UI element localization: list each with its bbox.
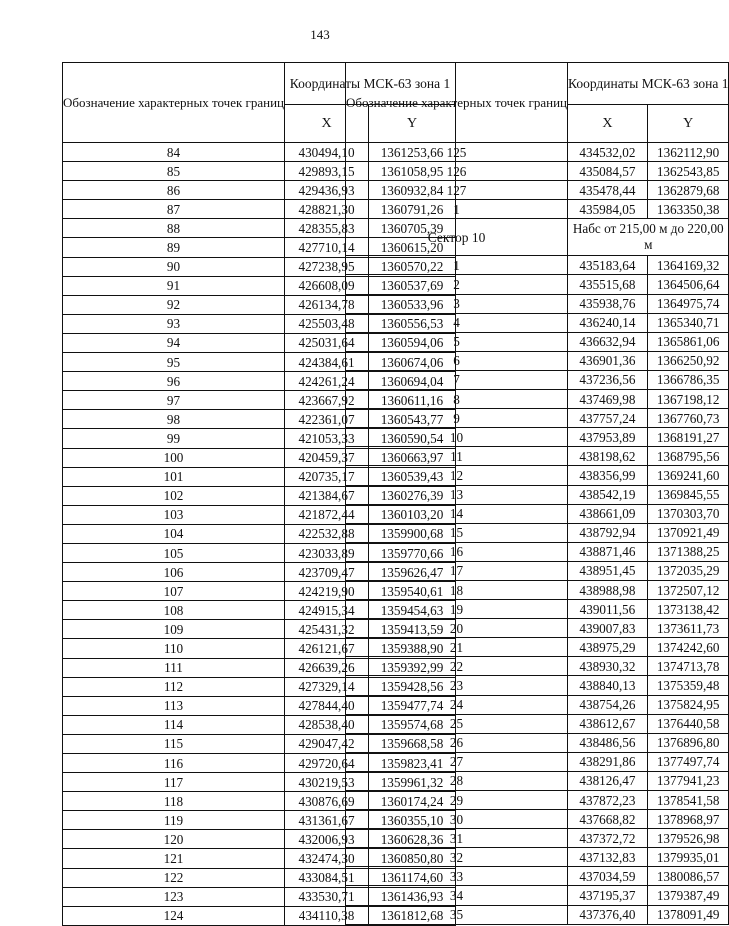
x-coordinate-cell: 421872,44	[285, 505, 369, 524]
point-id-cell: 17	[346, 561, 568, 580]
point-id-cell: 118	[63, 792, 285, 811]
point-id-cell: 2	[346, 275, 568, 294]
point-id-cell: 88	[63, 219, 285, 238]
y-coordinate-cell: 1360611,16	[369, 391, 456, 410]
point-id-cell: 99	[63, 429, 285, 448]
table-row	[346, 848, 729, 867]
y-coordinate-cell: 1360556,53	[369, 314, 456, 333]
table-row	[346, 428, 729, 447]
x-coordinate-cell: 426121,67	[285, 639, 369, 658]
y-coordinate-cell: 1359413,59	[369, 620, 456, 639]
right-table-body-bottom	[346, 256, 729, 924]
point-id-cell: 93	[63, 314, 285, 333]
y-coordinate-cell: 1374242,60	[647, 638, 729, 657]
point-id-cell: 102	[63, 486, 285, 505]
y-coordinate-cell: 1360705,39	[369, 219, 456, 238]
x-coordinate-cell: 435084,57	[568, 162, 648, 181]
table-row	[346, 332, 729, 351]
x-coordinate-cell: 437872,23	[568, 791, 648, 810]
table-row	[346, 351, 729, 370]
y-coordinate-cell: 1366786,35	[647, 370, 729, 389]
x-header: X	[568, 105, 648, 143]
x-coordinate-cell: 426134,78	[285, 295, 369, 314]
point-id-cell: 11	[346, 447, 568, 466]
point-id-cell: 91	[63, 276, 285, 295]
x-coordinate-cell: 435984,05	[568, 200, 648, 219]
y-coordinate-cell: 1374713,78	[647, 657, 729, 676]
y-coordinate-cell: 1360543,77	[369, 410, 456, 429]
y-coordinate-cell: 1359668,58	[369, 734, 456, 753]
point-id-cell: 27	[346, 752, 568, 771]
x-coordinate-cell: 438542,19	[568, 485, 648, 504]
point-id-cell: 123	[63, 887, 285, 906]
x-coordinate-cell: 437236,56	[568, 370, 648, 389]
x-coordinate-cell: 425503,48	[285, 314, 369, 333]
x-coordinate-cell: 434110,38	[285, 906, 369, 925]
point-id-cell: 35	[346, 905, 568, 924]
table-row	[346, 162, 729, 181]
x-coordinate-cell: 428355,83	[285, 219, 369, 238]
table-row	[346, 143, 729, 162]
x-coordinate-cell: 426608,09	[285, 276, 369, 295]
point-id-cell: 87	[63, 200, 285, 219]
table-row	[346, 810, 729, 829]
point-id-cell: 8	[346, 390, 568, 409]
y-coordinate-cell: 1364506,64	[647, 275, 729, 294]
point-id-cell: 14	[346, 504, 568, 523]
y-coordinate-cell: 1361174,60	[369, 868, 456, 887]
y-coordinate-cell: 1373611,73	[647, 619, 729, 638]
point-id-cell: 16	[346, 542, 568, 561]
y-coordinate-cell: 1362112,90	[647, 143, 729, 162]
table-row	[346, 695, 729, 714]
point-id-cell: 115	[63, 734, 285, 753]
y-coordinate-cell: 1364169,32	[647, 256, 729, 275]
point-id-cell: 26	[346, 733, 568, 752]
x-coordinate-cell: 436901,36	[568, 351, 648, 370]
x-coordinate-cell: 437953,89	[568, 428, 648, 447]
y-coordinate-cell: 1373138,42	[647, 600, 729, 619]
point-id-cell: 120	[63, 830, 285, 849]
table-row	[346, 638, 729, 657]
x-coordinate-cell: 438198,62	[568, 447, 648, 466]
point-id-cell: 96	[63, 372, 285, 391]
x-coordinate-cell: 437376,40	[568, 905, 648, 924]
y-coordinate-cell: 1375359,48	[647, 676, 729, 695]
x-coordinate-cell: 438930,32	[568, 657, 648, 676]
designation-header: Обозначение характерных точек границ	[63, 63, 285, 143]
point-id-cell: 22	[346, 657, 568, 676]
y-coordinate-cell: 1375824,95	[647, 695, 729, 714]
y-coordinate-cell: 1376440,58	[647, 714, 729, 733]
y-coordinate-cell: 1360694,04	[369, 372, 456, 391]
point-id-cell: 97	[63, 391, 285, 410]
table-row	[346, 200, 729, 219]
y-coordinate-cell: 1360533,96	[369, 295, 456, 314]
x-coordinate-cell: 430494,10	[285, 143, 369, 162]
point-id-cell: 124	[63, 906, 285, 925]
y-coordinate-cell: 1362543,85	[647, 162, 729, 181]
y-coordinate-cell: 1378968,97	[647, 810, 729, 829]
point-id-cell: 3	[346, 294, 568, 313]
point-id-cell: 1	[346, 256, 568, 275]
table-row	[346, 294, 729, 313]
y-coordinate-cell: 1359626,47	[369, 563, 456, 582]
y-coordinate-cell: 1360537,69	[369, 276, 456, 295]
x-coordinate-cell: 429720,64	[285, 754, 369, 773]
x-coordinate-cell: 424384,61	[285, 353, 369, 372]
y-coordinate-cell: 1361253,66	[369, 143, 456, 162]
point-id-cell: 104	[63, 524, 285, 543]
y-coordinate-cell: 1368191,27	[647, 428, 729, 447]
point-id-cell: 84	[63, 143, 285, 162]
x-coordinate-cell: 438661,09	[568, 504, 648, 523]
x-coordinate-cell: 439011,56	[568, 600, 648, 619]
y-coordinate-cell: 1360932,84	[369, 181, 456, 200]
y-coordinate-cell: 1372507,12	[647, 580, 729, 599]
point-id-cell: 15	[346, 523, 568, 542]
x-coordinate-cell: 438356,99	[568, 466, 648, 485]
point-id-cell: 86	[63, 181, 285, 200]
y-coordinate-cell: 1367198,12	[647, 390, 729, 409]
point-id-cell: 20	[346, 619, 568, 638]
point-id-cell: 10	[346, 428, 568, 447]
x-coordinate-cell: 425031,64	[285, 333, 369, 352]
point-id-cell: 31	[346, 829, 568, 848]
x-coordinate-cell: 429893,15	[285, 162, 369, 181]
y-coordinate-cell: 1377497,74	[647, 752, 729, 771]
y-header: Y	[369, 105, 456, 143]
x-coordinate-cell: 422361,07	[285, 410, 369, 429]
table-row	[346, 466, 729, 485]
x-coordinate-cell: 420735,17	[285, 467, 369, 486]
right-table-body-top	[346, 143, 729, 219]
x-coordinate-cell: 424915,34	[285, 601, 369, 620]
point-id-cell: 111	[63, 658, 285, 677]
y-coordinate-cell: 1361058,95	[369, 162, 456, 181]
table-row	[346, 313, 729, 332]
x-coordinate-cell: 438951,45	[568, 561, 648, 580]
x-coordinate-cell: 430219,53	[285, 773, 369, 792]
point-id-cell: 4	[346, 313, 568, 332]
point-id-cell: 122	[63, 868, 285, 887]
sector-row	[346, 219, 729, 256]
x-coordinate-cell: 435938,76	[568, 294, 648, 313]
y-coordinate-cell: 1360594,06	[369, 333, 456, 352]
table-row	[346, 829, 729, 848]
table-row	[346, 791, 729, 810]
x-coordinate-cell: 421053,33	[285, 429, 369, 448]
table-row	[346, 504, 729, 523]
point-id-cell: 107	[63, 582, 285, 601]
x-coordinate-cell: 437469,98	[568, 390, 648, 409]
x-coordinate-cell: 437034,59	[568, 867, 648, 886]
table-row	[346, 256, 729, 275]
point-id-cell: 121	[63, 849, 285, 868]
x-coordinate-cell: 433530,71	[285, 887, 369, 906]
x-coordinate-cell: 438792,94	[568, 523, 648, 542]
sector-note: Набс от 215,00 м до 220,00 м	[568, 219, 729, 256]
coordinates-table-right	[345, 62, 729, 925]
y-coordinate-cell: 1359428,56	[369, 677, 456, 696]
x-coordinate-cell: 433084,51	[285, 868, 369, 887]
y-coordinate-cell: 1377941,23	[647, 771, 729, 790]
x-coordinate-cell: 421384,67	[285, 486, 369, 505]
table-row	[346, 485, 729, 504]
x-coordinate-cell: 437668,82	[568, 810, 648, 829]
x-coordinate-cell: 429047,42	[285, 734, 369, 753]
point-id-cell: 103	[63, 505, 285, 524]
point-id-cell: 25	[346, 714, 568, 733]
y-coordinate-cell: 1362879,68	[647, 181, 729, 200]
y-coordinate-cell: 1364975,74	[647, 294, 729, 313]
x-coordinate-cell: 424261,24	[285, 372, 369, 391]
y-header: Y	[647, 105, 729, 143]
y-coordinate-cell: 1360103,20	[369, 505, 456, 524]
page-number: 143	[310, 27, 330, 42]
x-coordinate-cell: 422532,88	[285, 524, 369, 543]
y-coordinate-cell: 1372035,29	[647, 561, 729, 580]
y-coordinate-cell: 1360590,54	[369, 429, 456, 448]
y-coordinate-cell: 1359770,66	[369, 543, 456, 562]
x-coordinate-cell: 436632,94	[568, 332, 648, 351]
table-row	[346, 275, 729, 294]
table-row	[346, 676, 729, 695]
x-coordinate-cell: 438291,86	[568, 752, 648, 771]
y-coordinate-cell: 1379526,98	[647, 829, 729, 848]
point-id-cell: 95	[63, 353, 285, 372]
point-id-cell: 112	[63, 677, 285, 696]
y-coordinate-cell: 1365340,71	[647, 313, 729, 332]
point-id-cell: 98	[63, 410, 285, 429]
y-coordinate-cell: 1371388,25	[647, 542, 729, 561]
y-coordinate-cell: 1363350,38	[647, 200, 729, 219]
table-row	[346, 600, 729, 619]
point-id-cell: 105	[63, 543, 285, 562]
x-coordinate-cell: 423033,89	[285, 543, 369, 562]
point-id-cell: 23	[346, 676, 568, 695]
y-coordinate-cell: 1379387,49	[647, 886, 729, 905]
y-coordinate-cell: 1360850,80	[369, 849, 456, 868]
point-id-cell: 18	[346, 580, 568, 599]
table-row	[346, 619, 729, 638]
point-id-cell: 89	[63, 238, 285, 257]
y-coordinate-cell: 1379935,01	[647, 848, 729, 867]
designation-header: Обозначение характерных точек границ	[346, 63, 568, 143]
y-coordinate-cell: 1359392,99	[369, 658, 456, 677]
sector-label: Сектор 10	[346, 219, 568, 256]
y-coordinate-cell: 1370921,49	[647, 523, 729, 542]
x-coordinate-cell: 437757,24	[568, 409, 648, 428]
table-row	[346, 905, 729, 924]
x-coordinate-cell: 438754,26	[568, 695, 648, 714]
x-coordinate-cell: 438612,67	[568, 714, 648, 733]
point-id-cell: 119	[63, 811, 285, 830]
x-header: X	[285, 105, 369, 143]
y-coordinate-cell: 1359900,68	[369, 524, 456, 543]
y-coordinate-cell: 1369845,55	[647, 485, 729, 504]
x-coordinate-cell: 429436,93	[285, 181, 369, 200]
x-coordinate-cell: 420459,37	[285, 448, 369, 467]
x-coordinate-cell: 438840,13	[568, 676, 648, 695]
x-coordinate-cell: 436240,14	[568, 313, 648, 332]
table-row	[346, 370, 729, 389]
y-coordinate-cell: 1359540,61	[369, 582, 456, 601]
y-coordinate-cell: 1359961,32	[369, 773, 456, 792]
point-id-cell: 94	[63, 333, 285, 352]
x-coordinate-cell: 431361,67	[285, 811, 369, 830]
y-coordinate-cell: 1380086,57	[647, 867, 729, 886]
y-coordinate-cell: 1369241,60	[647, 466, 729, 485]
point-id-cell: 110	[63, 639, 285, 658]
table-row	[346, 771, 729, 790]
x-coordinate-cell: 425431,32	[285, 620, 369, 639]
point-id-cell: 106	[63, 563, 285, 582]
y-coordinate-cell: 1378091,49	[647, 905, 729, 924]
point-id-cell: 117	[63, 773, 285, 792]
point-id-cell: 125	[346, 143, 568, 162]
point-id-cell: 116	[63, 754, 285, 773]
point-id-cell: 6	[346, 351, 568, 370]
point-id-cell: 126	[346, 162, 568, 181]
table-row	[346, 752, 729, 771]
x-coordinate-cell: 435183,64	[568, 256, 648, 275]
y-coordinate-cell: 1360276,39	[369, 486, 456, 505]
x-coordinate-cell: 432006,93	[285, 830, 369, 849]
y-coordinate-cell: 1366250,92	[647, 351, 729, 370]
point-id-cell: 5	[346, 332, 568, 351]
y-coordinate-cell: 1359388,90	[369, 639, 456, 658]
y-coordinate-cell: 1378541,58	[647, 791, 729, 810]
y-coordinate-cell: 1367760,73	[647, 409, 729, 428]
y-coordinate-cell: 1360615,20	[369, 238, 456, 257]
point-id-cell: 13	[346, 485, 568, 504]
y-coordinate-cell: 1361436,93	[369, 887, 456, 906]
point-id-cell: 127	[346, 181, 568, 200]
sector-block	[346, 219, 729, 256]
x-coordinate-cell: 424219,90	[285, 582, 369, 601]
y-coordinate-cell: 1360174,24	[369, 792, 456, 811]
y-coordinate-cell: 1360570,22	[369, 257, 456, 276]
point-id-cell: 100	[63, 448, 285, 467]
point-id-cell: 32	[346, 848, 568, 867]
x-coordinate-cell: 437132,83	[568, 848, 648, 867]
x-coordinate-cell: 434532,02	[568, 143, 648, 162]
point-id-cell: 101	[63, 467, 285, 486]
point-id-cell: 21	[346, 638, 568, 657]
x-coordinate-cell: 426639,26	[285, 658, 369, 677]
point-id-cell: 33	[346, 867, 568, 886]
x-coordinate-cell: 439007,83	[568, 619, 648, 638]
y-coordinate-cell: 1360628,36	[369, 830, 456, 849]
y-coordinate-cell: 1359454,63	[369, 601, 456, 620]
x-coordinate-cell: 427844,40	[285, 696, 369, 715]
table-row	[346, 409, 729, 428]
y-coordinate-cell: 1360791,26	[369, 200, 456, 219]
table-row	[346, 390, 729, 409]
y-coordinate-cell: 1365861,06	[647, 332, 729, 351]
point-id-cell: 108	[63, 601, 285, 620]
table-row	[346, 714, 729, 733]
point-id-cell: 114	[63, 715, 285, 734]
table-row	[346, 561, 729, 580]
y-coordinate-cell: 1360663,97	[369, 448, 456, 467]
x-coordinate-cell: 432474,30	[285, 849, 369, 868]
y-coordinate-cell: 1360539,43	[369, 467, 456, 486]
x-coordinate-cell: 427238,95	[285, 257, 369, 276]
point-id-cell: 109	[63, 620, 285, 639]
x-coordinate-cell: 428821,30	[285, 200, 369, 219]
x-coordinate-cell: 423667,92	[285, 391, 369, 410]
point-id-cell: 1	[346, 200, 568, 219]
x-coordinate-cell: 423709,47	[285, 563, 369, 582]
point-id-cell: 92	[63, 295, 285, 314]
point-id-cell: 9	[346, 409, 568, 428]
y-coordinate-cell: 1370303,70	[647, 504, 729, 523]
x-coordinate-cell: 438988,98	[568, 580, 648, 599]
x-coordinate-cell: 435478,44	[568, 181, 648, 200]
table-row	[346, 886, 729, 905]
y-coordinate-cell: 1359477,74	[369, 696, 456, 715]
point-id-cell: 28	[346, 771, 568, 790]
table-row	[346, 447, 729, 466]
x-coordinate-cell: 430876,69	[285, 792, 369, 811]
x-coordinate-cell: 437195,37	[568, 886, 648, 905]
y-coordinate-cell: 1376896,80	[647, 733, 729, 752]
point-id-cell: 30	[346, 810, 568, 829]
table-row	[346, 181, 729, 200]
y-coordinate-cell: 1360355,10	[369, 811, 456, 830]
y-coordinate-cell: 1368795,56	[647, 447, 729, 466]
point-id-cell: 34	[346, 886, 568, 905]
x-coordinate-cell: 427710,14	[285, 238, 369, 257]
x-coordinate-cell: 435515,68	[568, 275, 648, 294]
coordinates-header: Координаты МСК-63 зона 1	[285, 63, 456, 105]
x-coordinate-cell: 438975,29	[568, 638, 648, 657]
table-row	[346, 733, 729, 752]
table-row	[346, 657, 729, 676]
point-id-cell: 90	[63, 257, 285, 276]
y-coordinate-cell: 1361812,68	[369, 906, 456, 925]
x-coordinate-cell: 437372,72	[568, 829, 648, 848]
x-coordinate-cell: 427329,14	[285, 677, 369, 696]
table-row	[346, 580, 729, 599]
point-id-cell: 85	[63, 162, 285, 181]
point-id-cell: 24	[346, 695, 568, 714]
y-coordinate-cell: 1359574,68	[369, 715, 456, 734]
table-row	[346, 542, 729, 561]
y-coordinate-cell: 1360674,06	[369, 353, 456, 372]
x-coordinate-cell: 438871,46	[568, 542, 648, 561]
point-id-cell: 113	[63, 696, 285, 715]
table-row	[346, 867, 729, 886]
coordinates-header: Координаты МСК-63 зона 1	[568, 63, 729, 105]
x-coordinate-cell: 438486,56	[568, 733, 648, 752]
x-coordinate-cell: 428538,40	[285, 715, 369, 734]
point-id-cell: 7	[346, 370, 568, 389]
x-coordinate-cell: 438126,47	[568, 771, 648, 790]
point-id-cell: 29	[346, 791, 568, 810]
y-coordinate-cell: 1359823,41	[369, 754, 456, 773]
table-row	[346, 523, 729, 542]
point-id-cell: 19	[346, 600, 568, 619]
point-id-cell: 12	[346, 466, 568, 485]
